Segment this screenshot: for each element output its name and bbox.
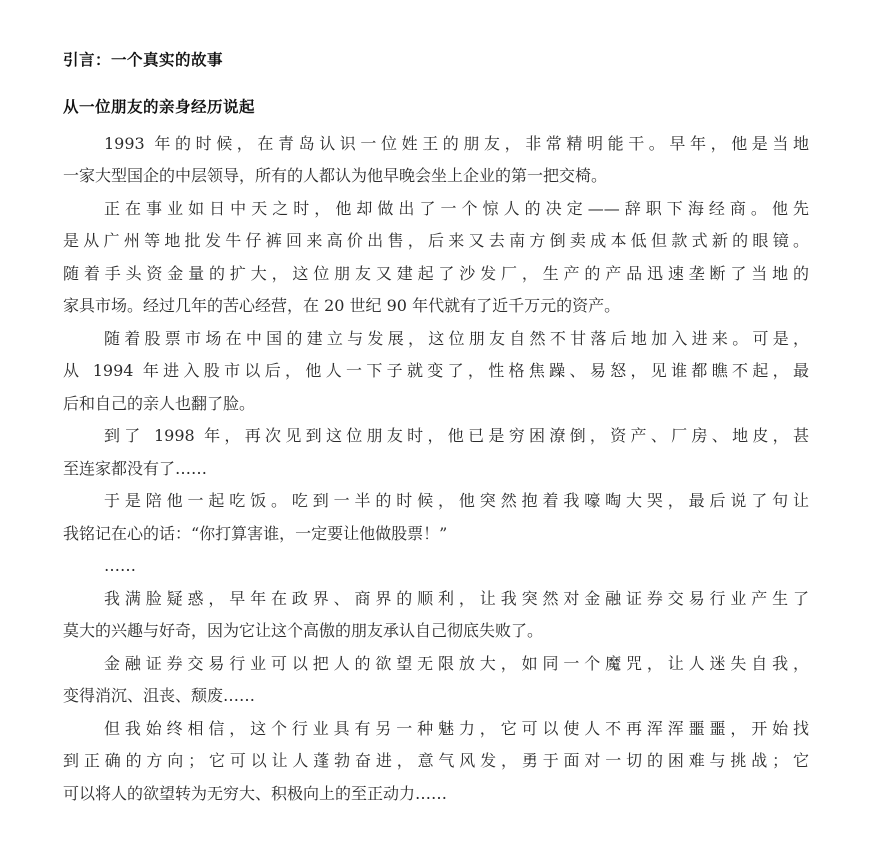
ellipsis-line: …… bbox=[104, 556, 136, 575]
paragraph-line: 后和自己的亲人也翻了脸。 bbox=[63, 394, 256, 413]
document-heading: 引言：一个真实的故事 bbox=[63, 51, 224, 69]
paragraph-line: 正在事业如日中天之时，他却做出了一个惊人的决定——辞职下海经商。他先 bbox=[104, 199, 809, 218]
paragraph-line: 于是陪他一起吃饭。吃到一半的时候，他突然抱着我嚎啕大哭，最后说了句让 bbox=[104, 491, 809, 510]
paragraph-line: 至连家都没有了…… bbox=[63, 459, 208, 478]
paragraph-line: 但我始终相信，这个行业具有另一种魅力，它可以使人不再浑浑噩噩，开始找 bbox=[104, 719, 809, 738]
paragraph-line: 家具市场。经过几年的苦心经营，在 20 世纪 90 年代就有了近千万元的资产。 bbox=[63, 296, 621, 315]
paragraph-line: 1993 年的时候，在青岛认识一位姓王的朋友，非常精明能干。早年，他是当地 bbox=[104, 134, 809, 153]
paragraph-line: 到正确的方向；它可以让人蓬勃奋进，意气风发，勇于面对一切的困难与挑战；它 bbox=[63, 751, 809, 770]
document-subheading: 从一位朋友的亲身经历说起 bbox=[63, 98, 256, 116]
paragraph-line: 随着手头资金量的扩大，这位朋友又建起了沙发厂，生产的产品迅速垄断了当地的 bbox=[63, 264, 809, 283]
paragraph-line: 我满脸疑惑，早年在政界、商界的顺利，让我突然对金融证券交易行业产生了 bbox=[104, 589, 809, 608]
paragraph-line: 金融证券交易行业可以把人的欲望无限放大，如同一个魔咒，让人迷失自我， bbox=[104, 654, 809, 673]
paragraph-line: 莫大的兴趣与好奇，因为它让这个高傲的朋友承认自己彻底失败了。 bbox=[63, 621, 544, 640]
paragraph-line: 一家大型国企的中层领导，所有的人都认为他早晚会坐上企业的第一把交椅。 bbox=[63, 166, 608, 185]
paragraph-line: 可以将人的欲望转为无穷大、积极向上的至正动力…… bbox=[63, 784, 448, 803]
paragraph-line: 到了 1998 年，再次见到这位朋友时，他已是穷困潦倒，资产、厂房、地皮，甚 bbox=[104, 426, 809, 445]
paragraph-line: 我铭记在心的话：“你打算害谁，一定要让他做股票！” bbox=[63, 524, 448, 543]
paragraph-line: 随着股票市场在中国的建立与发展，这位朋友自然不甘落后地加入进来。可是， bbox=[104, 329, 809, 348]
paragraph-line: 变得消沉、沮丧、颓废…… bbox=[63, 686, 256, 705]
paragraph-line: 从 1994 年进入股市以后，他人一下子就变了，性格焦躁、易怒，见谁都瞧不起，最 bbox=[63, 361, 809, 380]
paragraph-line: 是从广州等地批发牛仔裤回来高价出售，后来又去南方倒卖成本低但款式新的眼镜。 bbox=[63, 231, 809, 250]
